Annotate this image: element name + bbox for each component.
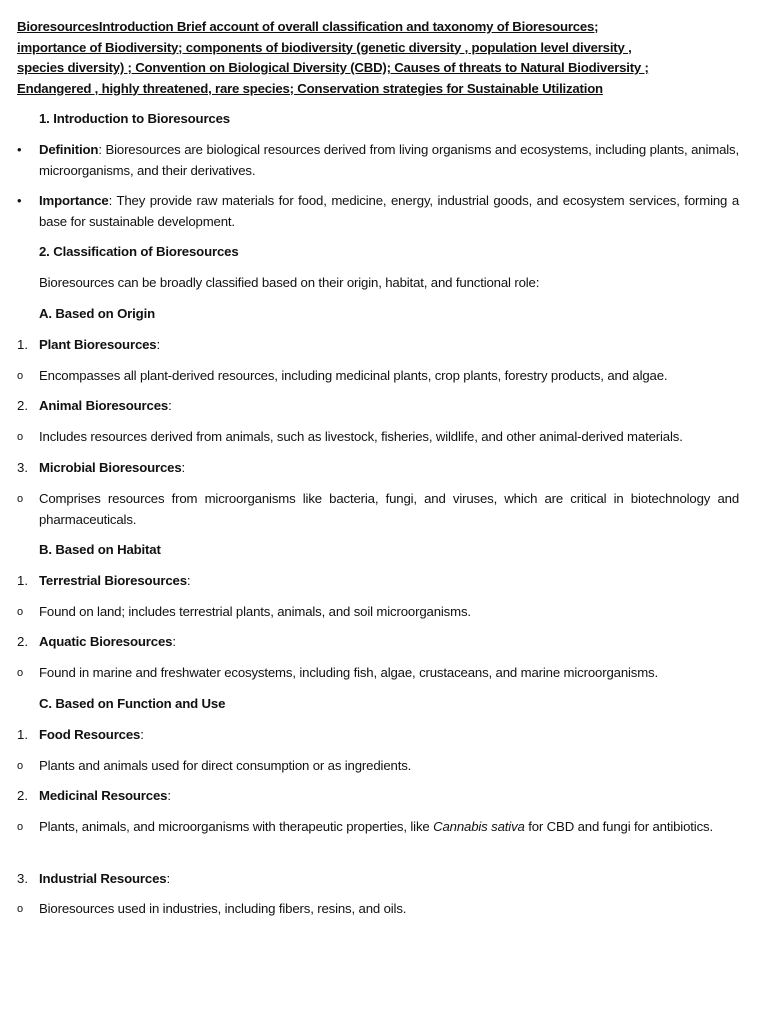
document-title-line-3: species diversity) ; Convention on Biological Diversity (CBD); Causes of threats to Natural Biodiversity ; (17, 60, 649, 75)
list-item-sub: Bioresources used in industries, including fibers, resins, and oils. (39, 901, 407, 916)
colon: : (156, 337, 161, 352)
item-title-text: Microbial Bioresources (39, 460, 182, 475)
list-item-sub: Found on land; includes terrestrial plants, animals, and soil microorganisms. (39, 604, 471, 619)
importance-paragraph (39, 191, 739, 232)
list-item-title (39, 396, 172, 417)
document-title-line-2: importance of Biodiversity; components of biodiversity (genetic diversity , population level diversity , (17, 39, 632, 55)
list-item-sub: Plants and animals used for direct consumption or as ingredients. (39, 758, 412, 773)
importance-text: : They provide raw materials for food, medicine, energy, industrial goods, and ecosystem services, forming a base for sustainable development. (39, 193, 739, 229)
definition-paragraph (39, 140, 739, 181)
definition-term: Definition (39, 142, 99, 157)
sub-text-after: for CBD and fungi for antibiotics. (524, 819, 713, 834)
list-number: 1. (17, 727, 28, 742)
item-title-text: Aquatic Bioresources (39, 634, 173, 649)
colon: : (181, 460, 186, 475)
list-number: 2. (17, 398, 28, 413)
colon: : (168, 398, 172, 413)
list-item-title (39, 725, 144, 746)
colon: : (172, 634, 176, 649)
bullet-marker: • (17, 142, 22, 157)
list-number: 3. (17, 871, 28, 886)
importance-term: Importance (39, 193, 109, 208)
list-item-sub: Comprises resources from microorganisms like bacteria, fungi, and viruses, which are critical in biotechnology and pharmaceuticals. (39, 491, 739, 527)
list-number: 2. (17, 634, 28, 649)
item-title-text: Plant Bioresources (39, 337, 157, 352)
document-title-line-4: Endangered , highly threatened, rare species; Conservation strategies for Sustainable Utilization (17, 80, 603, 96)
item-title-text: Medicinal Resources (39, 788, 168, 803)
item-title-text: Food Resources (39, 727, 141, 742)
sub-b-heading: B. Based on Habitat (39, 542, 161, 557)
list-number: 1. (17, 337, 28, 352)
circle-marker: o (17, 493, 24, 505)
item-title-text: Animal Bioresources (39, 398, 169, 413)
list-item-title (39, 571, 190, 592)
circle-marker: o (17, 903, 24, 915)
list-item-title (39, 632, 176, 653)
list-item-title (39, 869, 170, 890)
sub-c-heading: C. Based on Function and Use (39, 696, 226, 711)
sub-a-heading: A. Based on Origin (39, 306, 156, 321)
circle-marker: o (17, 821, 24, 833)
list-item-title (39, 458, 185, 479)
colon: : (167, 788, 171, 803)
section-2-intro: Bioresources can be broadly classified based on their origin, habitat, and functional role: (39, 275, 540, 290)
colon: : (166, 871, 170, 886)
circle-marker: o (17, 760, 24, 772)
list-item-sub: Encompasses all plant-derived resources, including medicinal plants, crop plants, forestry products, and algae. (39, 368, 668, 383)
circle-marker: o (17, 667, 24, 679)
list-item-sub: Includes resources derived from animals, such as livestock, fisheries, wildlife, and other animal-derived materials. (39, 429, 683, 444)
document-title-line-1: BioresourcesIntroduction Brief account of overall classification and taxonomy of Bioresources; (17, 19, 599, 34)
item-title-text: Industrial Resources (39, 871, 167, 886)
colon: : (186, 573, 191, 588)
definition-text: : Bioresources are biological resources derived from living organisms and ecosystems, including plants, animals, microorganisms, and their derivatives. (39, 142, 739, 178)
list-item-sub (39, 817, 739, 838)
colon: : (140, 727, 144, 742)
list-number: 1. (17, 573, 28, 588)
bullet-marker: • (17, 193, 22, 208)
circle-marker: o (17, 431, 24, 443)
list-number: 2. (17, 788, 28, 803)
sub-text-before: Plants, animals, and microorganisms with therapeutic properties, like (39, 819, 434, 834)
list-number: 3. (17, 460, 28, 475)
circle-marker: o (17, 606, 24, 618)
list-item-title (39, 335, 160, 356)
species-name: Cannabis sativa (433, 819, 525, 834)
list-item-title (39, 786, 171, 807)
circle-marker: o (17, 370, 24, 382)
section-1-heading: 1. Introduction to Bioresources (39, 111, 230, 126)
item-title-text: Terrestrial Bioresources (39, 573, 187, 588)
list-item-sub: Found in marine and freshwater ecosystems, including fish, algae, crustaceans, and marine microorganisms. (39, 665, 659, 680)
section-2-heading: 2. Classification of Bioresources (39, 244, 239, 259)
